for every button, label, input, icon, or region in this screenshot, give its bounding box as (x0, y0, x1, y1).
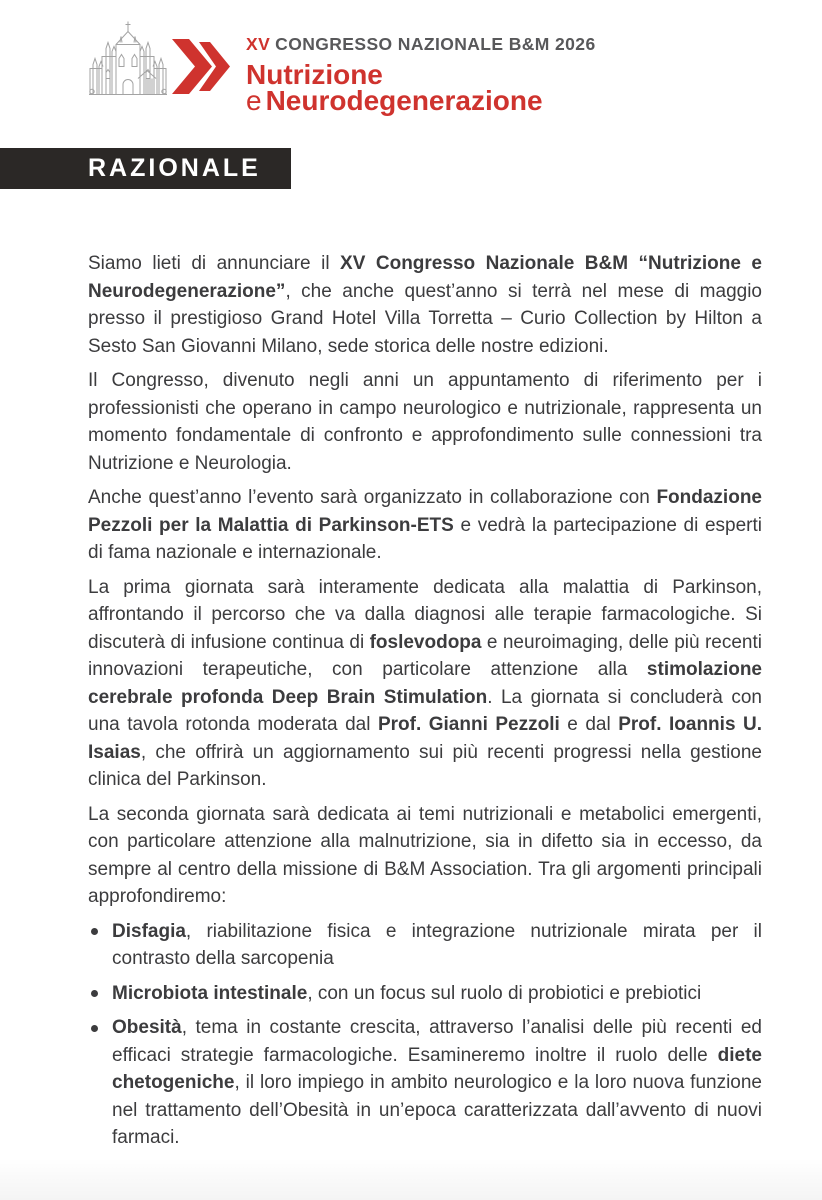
duomo-cathedral-icon (88, 18, 168, 97)
event-theme-line2: e Neurodegenerazione (246, 85, 543, 116)
bullet-item: Disfagia, riabilitazione fisica e integrazione nutrizionale mirata per il contrasto della sarcopenia (88, 918, 762, 973)
body-text (88, 250, 762, 1159)
paragraph: La seconda giornata sarà dedicata ai temi nutrizionali e metabolici emergenti, con particolare attenzione alla malnutrizione, sia in difetto sia in eccesso, da sempre al centro della missione di B&M Association. Tra gli argomenti principali approfondiremo: (88, 803, 762, 907)
paragraph: Il Congresso, divenuto negli anni un appuntamento di riferimento per i professionisti che operano in campo neurologico e nutrizionale, rappresenta un momento fondamentale di confronto e approfondimento sulle connessioni tra Nutrizione e Neurologia. (88, 370, 762, 474)
event-name-line (246, 34, 596, 55)
event-theme-line1: Nutrizione (246, 59, 383, 90)
page-bottom-shadow (0, 1158, 822, 1200)
paragraphs (88, 250, 762, 911)
paragraph: Siamo lieti di annunciare il XV Congresso Nazionale B&M “Nutrizione e Neurodegenerazione”, che anche quest’anno si terrà nel mese di maggio presso il prestigioso Grand Hotel Villa Torretta – Curio Collection by Hilton a Sesto San Giovanni Milano, sede storica delle nostre edizioni. (88, 253, 762, 357)
section-banner (0, 148, 291, 189)
bullet-item: Obesità, tema in costante crescita, attraverso l’analisi delle più recenti ed efficaci strategie farmacologiche. Esamineremo inoltre il ruolo delle diete chetogeniche, il loro impiego in ambito neurologico e la loro nuova funzione nel trattamento dell’Obesità in un’epoca caratterizzata dall’avvento di nuovi farmaci. (88, 1014, 762, 1152)
event-name: CONGRESSO NAZIONALE B&M 2026 (275, 34, 596, 54)
paragraph: La prima giornata sarà interamente dedicata alla malattia di Parkinson, affrontando il percorso che va dalla diagnosi alle terapie farmacologiche. Si discuterà di infusione continua di foslevodopa e neuroimaging, delle più recenti innovazioni terapeutiche, con particolare attenzione alla stimolazione cerebrale profonda Deep Brain Stimulation. La giornata si concluderà con una tavola rotonda moderata dal Prof. Gianni Pezzoli e dal Prof. Ioannis U. Isaias, che offrirà un aggiornamento sui più recenti progressi nella gestione clinica del Parkinson. (88, 576, 763, 790)
event-title-block (246, 34, 596, 114)
double-chevron-right-icon (172, 39, 234, 94)
paragraph: Anche quest’anno l’evento sarà organizzato in collaborazione con Fondazione Pezzoli per la Malattia di Parkinson-ETS e vedrà la partecipazione di esperti di fama nazionale e internazionale. (88, 487, 762, 563)
section-title: RAZIONALE (88, 154, 261, 182)
event-number: XV (246, 34, 271, 54)
bullet-item: Microbiota intestinale, con un focus sul ruolo di probiotici e prebiotici (88, 980, 762, 1008)
bullet-list (88, 918, 762, 1152)
